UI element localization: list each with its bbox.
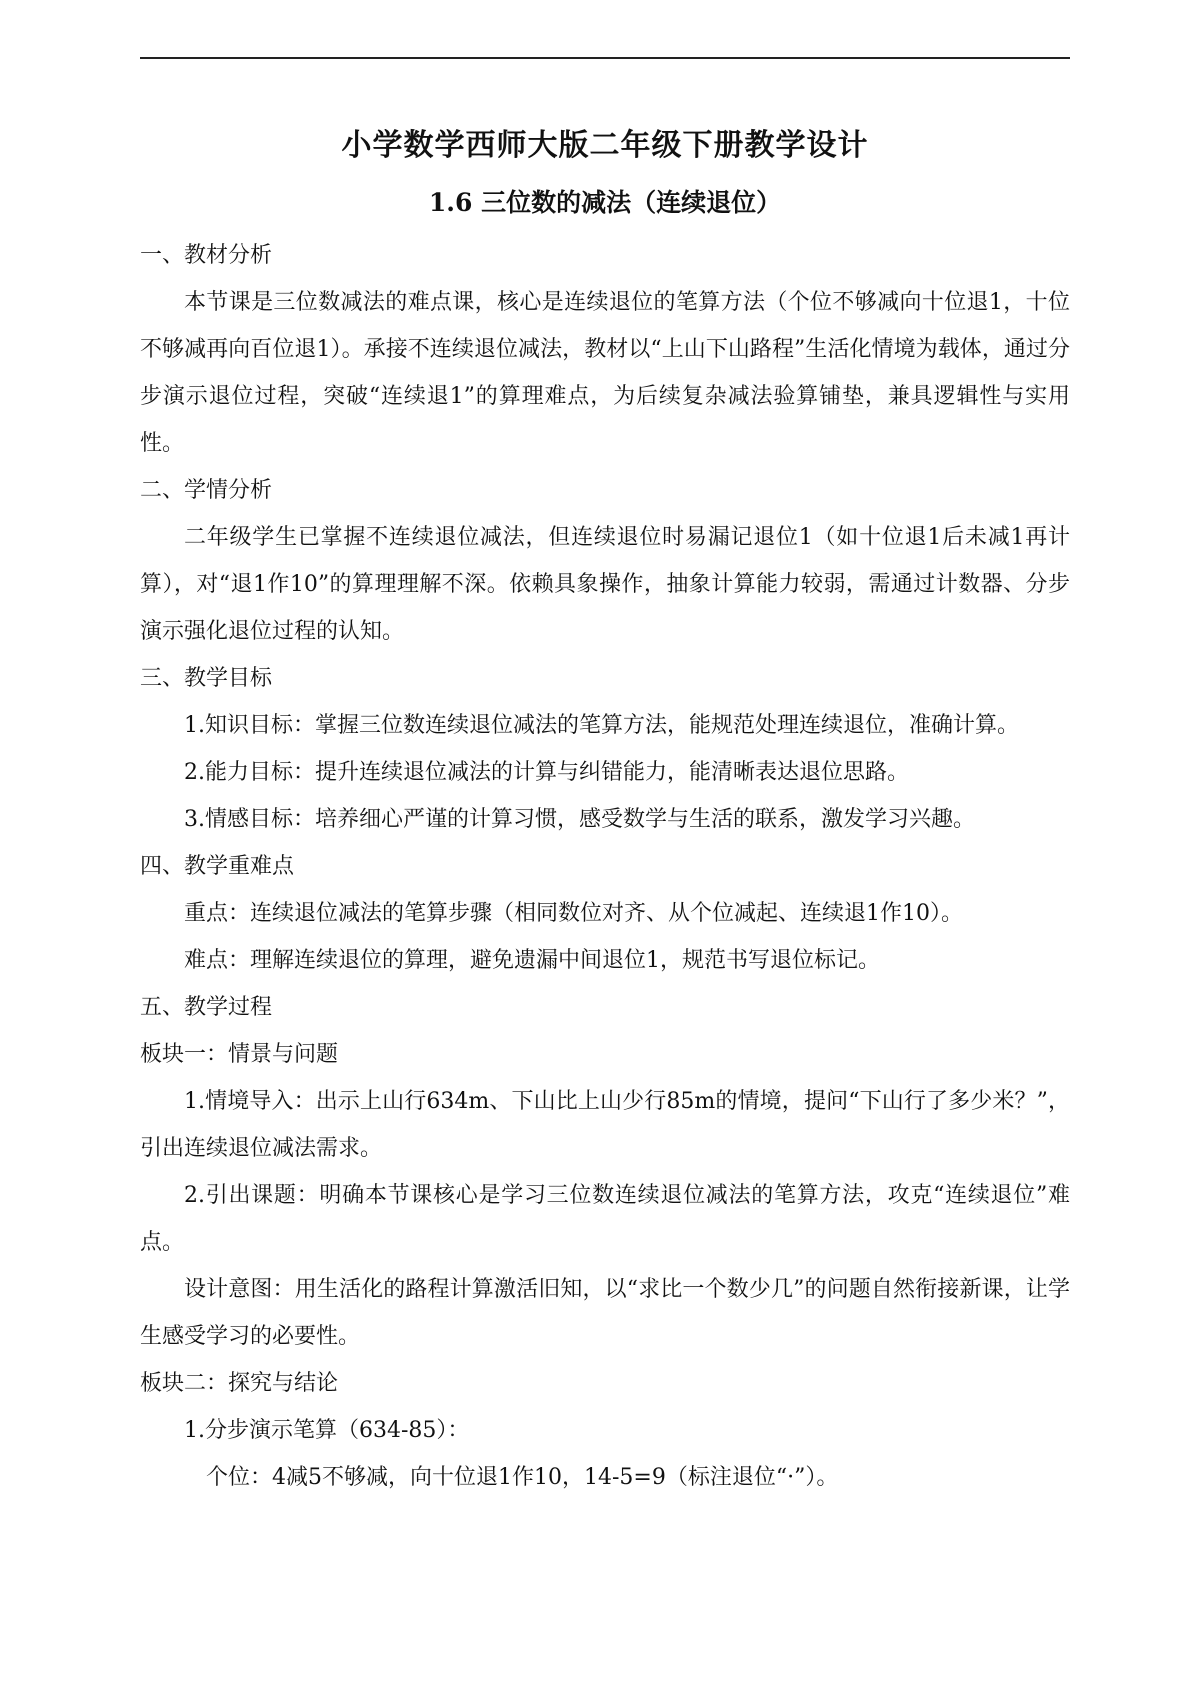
paragraph: 1.情境导入：出示上山行634m、下山比上山少行85m的情境，提问“下山行了多少米？”，引出连续退位减法需求。 [140, 1089, 1070, 1161]
header-rule [140, 57, 1070, 59]
paragraph: 1.分步演示笔算（634-85）： [184, 1418, 470, 1443]
paragraph: 2.引出课题：明确本节课核心是学习三位数连续退位减法的笔算方法，攻克“连续退位”难点。 [140, 1183, 1070, 1255]
section-heading: 三、教学目标 [140, 666, 273, 691]
section-heading: 二、学情分析 [140, 478, 273, 503]
paragraph: 个位：4减5不够减，向十位退1作10，14-5=9（标注退位“·”）。 [206, 1465, 839, 1490]
block-heading: 板块一：情景与问题 [140, 1042, 339, 1067]
difficult-point: 难点：理解连续退位的算理，避免遗漏中间退位1，规范书写退位标记。 [184, 948, 880, 973]
document-subtitle: 1.6 三位数的减法（连续退位） [428, 188, 782, 217]
section-heading: 一、教材分析 [140, 243, 273, 268]
block-heading: 板块二：探究与结论 [140, 1371, 339, 1396]
design-intent: 设计意图：用生活化的路程计算激活旧知，以“求比一个数少几”的问题自然衔接新课，让学生感受学习的必要性。 [140, 1277, 1070, 1349]
document-body [140, 118, 1070, 1501]
objective-emotion: 3.情感目标：培养细心严谨的计算习惯，感受数学与生活的联系，激发学习兴趣。 [184, 807, 975, 832]
objective-knowledge: 1.知识目标：掌握三位数连续退位减法的笔算方法，能规范处理连续退位，准确计算。 [184, 713, 1019, 738]
objective-ability: 2.能力目标：提升连续退位减法的计算与纠错能力，能清晰表达退位思路。 [184, 760, 909, 785]
section-heading: 四、教学重难点 [140, 854, 295, 879]
key-point: 重点：连续退位减法的笔算步骤（相同数位对齐、从个位减起、连续退1作10）。 [184, 901, 963, 926]
paragraph: 本节课是三位数减法的难点课，核心是连续退位的笔算方法（个位不够减向十位退1，十位不够减再向百位退1）。承接不连续退位减法，教材以“上山下山路程”生活化情境为载体，通过分步演示退位过程，突破“连续退1”的算理难点，为后续复杂减法验算铺垫，兼具逻辑性与实用性。 [140, 290, 1070, 456]
paragraph: 二年级学生已掌握不连续退位减法，但连续退位时易漏记退位1（如十位退1后未减1再计算），对“退1作10”的算理理解不深。依赖具象操作，抽象计算能力较弱，需通过计数器、分步演示强化退位过程的认知。 [140, 525, 1070, 644]
document-title: 小学数学西师大版二年级下册教学设计 [341, 128, 869, 163]
section-heading: 五、教学过程 [140, 995, 273, 1020]
